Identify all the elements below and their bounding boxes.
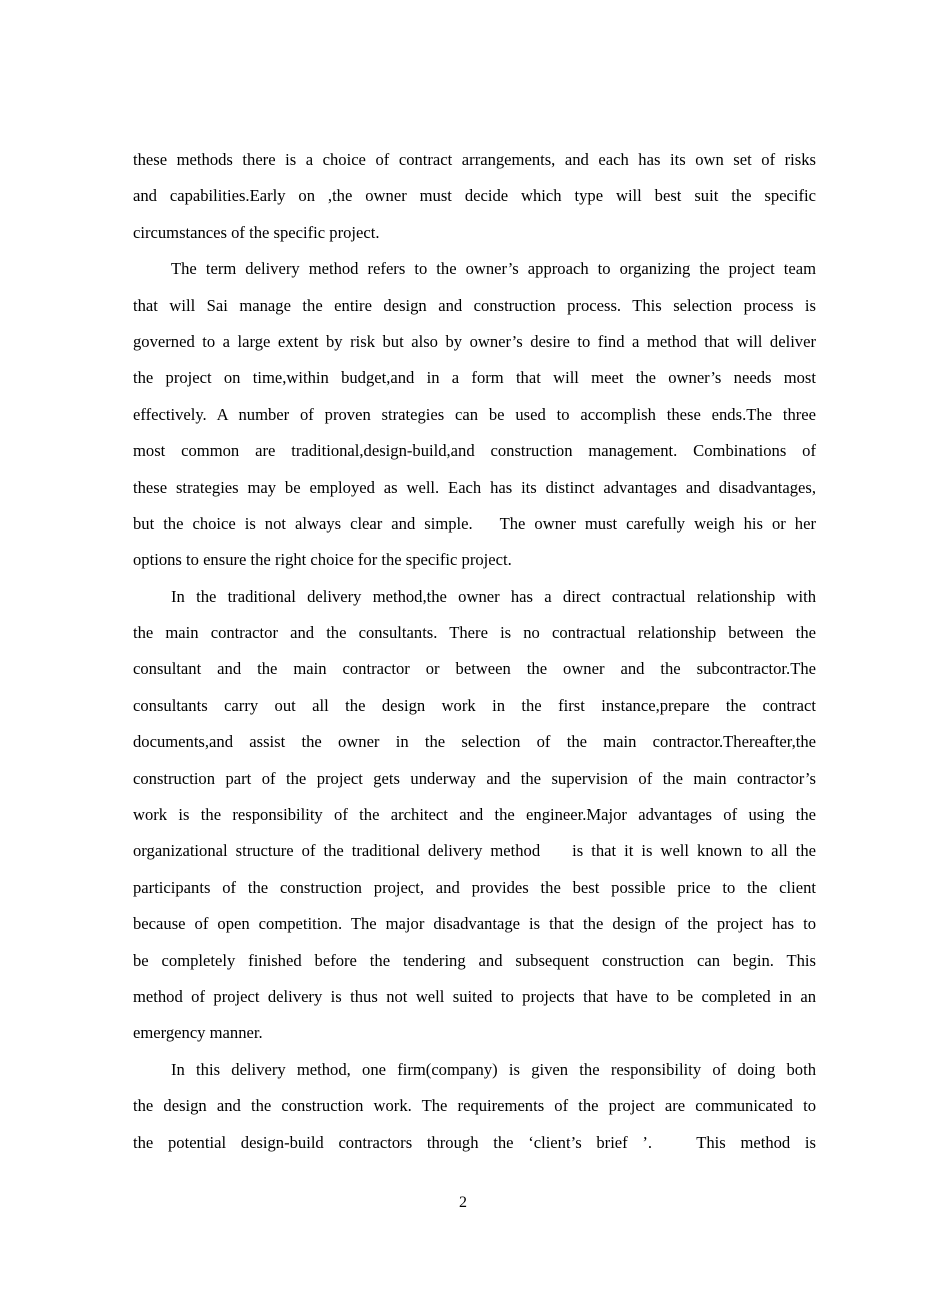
paragraph xyxy=(133,583,816,1056)
text-line: these strategies may be employed as well. Each has its distinct advantages and disadvantages, xyxy=(133,477,816,497)
text-line: most common are traditional,design-build,and construction management. Combinations of xyxy=(133,441,816,461)
text-line: because of open competition. The major disadvantage is that the design of the project has to xyxy=(133,914,816,934)
text-line: options to ensure the right choice for the specific project. xyxy=(133,550,512,570)
text-line: organizational structure of the traditional delivery method is that it is well known to all the xyxy=(133,841,816,861)
text-line: the potential design-build contractors through the ‘client’s brief ’. This method is xyxy=(133,1132,816,1152)
text-line: work is the responsibility of the architect and the engineer.Major advantages of using the xyxy=(133,805,816,825)
text-line: The term delivery method refers to the owner’s approach to organizing the project team xyxy=(171,259,816,279)
text-line: be completely finished before the tendering and subsequent construction can begin. This xyxy=(133,950,816,970)
text-line: the main contractor and the consultants. There is no contractual relationship between the xyxy=(133,623,816,643)
text-line: and capabilities.Early on ,the owner must decide which type will best suit the specific xyxy=(133,186,816,206)
text-line: construction part of the project gets underway and the supervision of the main contractor’s xyxy=(133,768,816,788)
text-line: consultants carry out all the design work in the first instance,prepare the contract xyxy=(133,695,816,715)
text-line: effectively. A number of proven strategies can be used to accomplish these ends.The three xyxy=(133,404,816,424)
text-line: method of project delivery is thus not well suited to projects that have to be completed in an xyxy=(133,986,816,1006)
text-line: governed to a large extent by risk but also by owner’s desire to find a method that will deliver xyxy=(133,331,816,351)
paragraph xyxy=(133,255,816,583)
text-line: documents,and assist the owner in the selection of the main contractor.Thereafter,the xyxy=(133,732,816,752)
paragraph xyxy=(133,146,816,255)
text-line: consultant and the main contractor or between the owner and the subcontractor.The xyxy=(133,659,816,679)
body-text xyxy=(133,146,816,1165)
text-line: circumstances of the specific project. xyxy=(133,222,380,242)
text-line: but the choice is not always clear and simple. The owner must carefully weigh his or her xyxy=(133,513,816,533)
text-line: emergency manner. xyxy=(133,1023,263,1043)
text-line: In this delivery method, one firm(company) is given the responsibility of doing both xyxy=(171,1059,816,1079)
text-line: participants of the construction project, and provides the best possible price to the client xyxy=(133,877,816,897)
text-line: In the traditional delivery method,the owner has a direct contractual relationship with xyxy=(171,586,816,606)
paragraph xyxy=(133,1056,816,1165)
text-line: the project on time,within budget,and in a form that will meet the owner’s needs most xyxy=(133,368,816,388)
page-number: 2 xyxy=(459,1194,467,1211)
text-line: these methods there is a choice of contract arrangements, and each has its own set of risks xyxy=(133,150,816,169)
text-line: that will Sai manage the entire design and construction process. This selection process is xyxy=(133,295,816,315)
text-line: the design and the construction work. The requirements of the project are communicated to xyxy=(133,1096,816,1116)
